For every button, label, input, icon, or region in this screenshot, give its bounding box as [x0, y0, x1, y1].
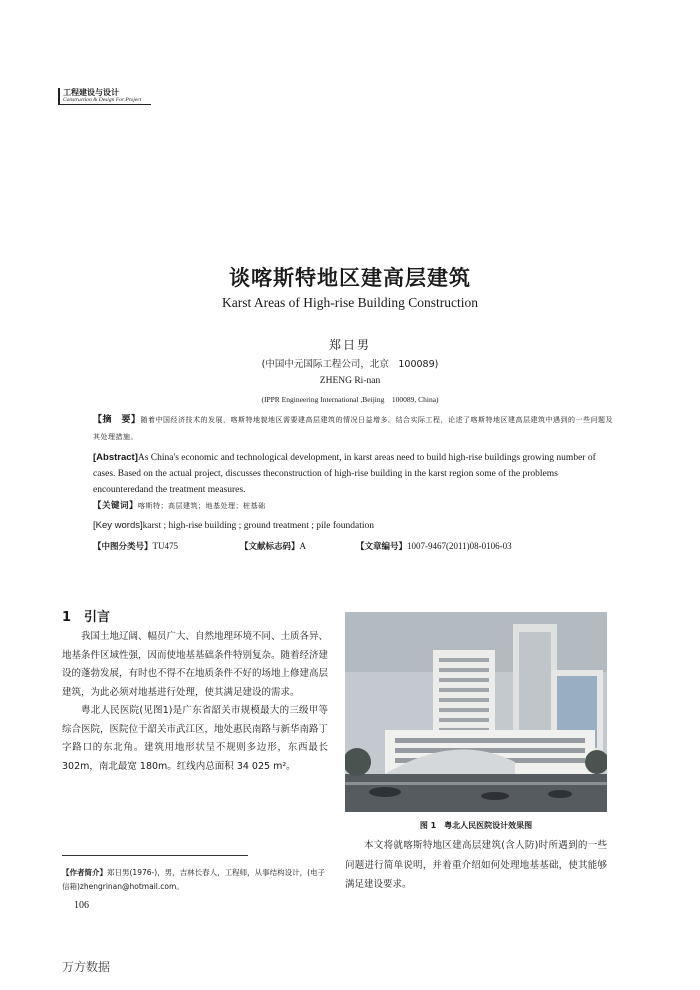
- abstract-cn: [93, 412, 613, 446]
- section-heading: 1 引言: [62, 610, 111, 625]
- watermark: 万方数据: [62, 960, 111, 974]
- section-body: [62, 628, 328, 776]
- footnote-text: 郑日男(1976-)，男，吉林长春人，工程师，从事结构设计，(电子信箱)zhengrinan@hotmail.com。: [62, 868, 326, 891]
- title-en: Karst Areas of High-rise Building Construction: [221, 295, 479, 310]
- article-number: [356, 540, 512, 552]
- keywords-text-en: karst ; high-rise building ; ground treatment ; pile foundation: [142, 521, 375, 531]
- abstract-text-cn: 随着中国经济技术的发展，喀斯特地貌地区需要建高层建筑的情况日益增多。结合实际工程，论述了喀斯特地区建高层建筑中遇到的一些问题及其处理措施。: [93, 416, 614, 441]
- hospital-rendering-image: [345, 612, 607, 812]
- journal-name-cn: 工程建设与设计: [63, 88, 119, 97]
- doc-value: A: [299, 541, 307, 551]
- footnote-divider: [62, 855, 248, 856]
- keywords-cn: [93, 498, 613, 515]
- journal-header: [58, 88, 151, 105]
- page-number: 106: [74, 900, 89, 911]
- author-footnote: [62, 866, 328, 894]
- title-cn: 谈喀斯特地区建高层建筑: [229, 266, 471, 290]
- abstract-en: [93, 450, 613, 498]
- footnote-label: 【作者简介】: [62, 868, 107, 877]
- hospital-rendering-svg: [345, 612, 607, 812]
- paragraph-1: 我国土地辽阔、幅员广大、自然地理环境不同、土质各异、地基条件区域性强，因而使地基基础条件特别复杂。随着经济建设的蓬勃发展，有时也不得不在地质条件不好的场地上修建高层建筑，为此必须对地基进行处理，使其满足建设的需求。: [62, 631, 329, 698]
- clc-value: TU475: [152, 541, 179, 551]
- abstract-label-en: [Abstract]: [93, 452, 138, 463]
- doc-label: 【文献标志码】: [240, 542, 300, 552]
- affiliation-en: (IPPR Engineering International ,Beijing 100089, China): [261, 395, 439, 404]
- keywords-en: [93, 518, 613, 534]
- right-column-text: [345, 836, 607, 895]
- figure-caption: 图 1 粤北人民医院设计效果图: [419, 821, 533, 830]
- right-paragraph: 本文将就喀斯特地区建高层建筑(含人防)时所遇到的一些问题进行简单说明，并着重介绍如何处理地基基础，使其能够满足建设要求。: [345, 840, 607, 890]
- abstract-label-cn: 【摘 要】: [93, 415, 141, 425]
- article-label: 【文章编号】: [356, 542, 408, 552]
- clc-number: [93, 540, 178, 552]
- article-value: 1007-9467(2011)08-0106-03: [407, 541, 512, 551]
- abstract-text-en: As China's economic and technological development, in karst areas need to build high-rise buildings growing number of cases. Based on the actual project, discusses theconstruction of high-rise building in the karst region some of the problems encounteredand the treatment measures.: [93, 453, 596, 495]
- author-cn: 郑日男: [328, 338, 371, 352]
- paragraph-2: 粤北人民医院(见图1)是广东省韶关市规模最大的三级甲等综合医院，医院位于韶关市武江区，地处惠民南路与新华南路丁字路口的东北角。建筑用地形状呈不规则多边形，东西最长 302m，南北最宽 180m。红线内总面积 34 025 m²。: [62, 705, 329, 772]
- document-code: [240, 540, 306, 552]
- affiliation-cn: (中国中元国际工程公司，北京 100089): [261, 359, 439, 370]
- journal-name-en: Construction & Design For Project: [63, 97, 142, 103]
- author-en: ZHENG Ri-nan: [319, 376, 381, 386]
- keywords-text-cn: 喀斯特；高层建筑；地基处理；桩基础: [138, 502, 266, 510]
- clc-label: 【中图分类号】: [93, 542, 153, 552]
- keywords-label-cn: 【关键词】: [93, 501, 139, 511]
- keywords-label-en: [Key words]: [93, 520, 143, 531]
